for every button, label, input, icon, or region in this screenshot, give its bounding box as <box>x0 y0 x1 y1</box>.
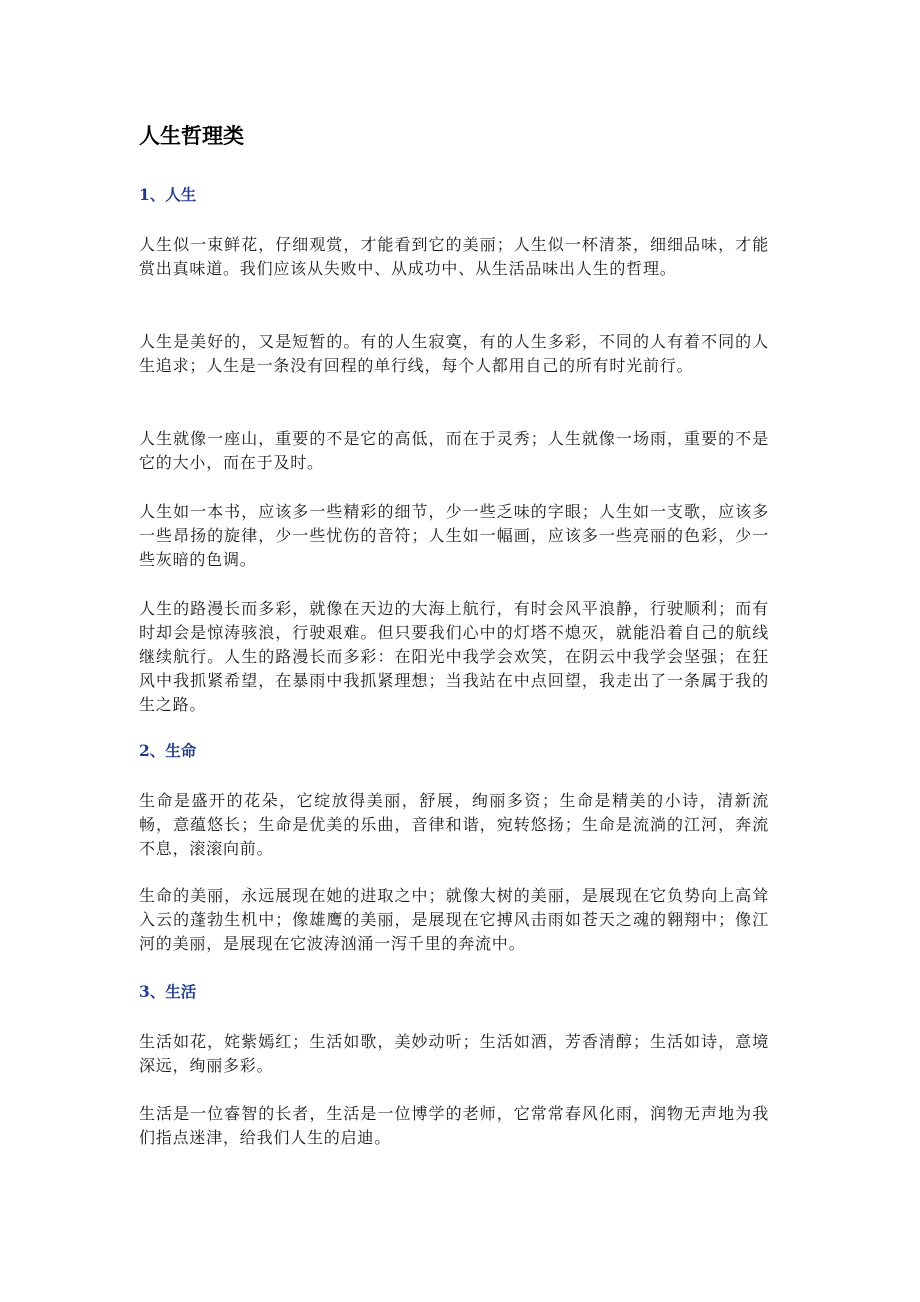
paragraph: 生活如花，姹紫嫣红；生活如歌，美妙动听；生活如酒，芳香清醇；生活如诗，意境深远，绚丽多彩。 <box>139 1032 769 1075</box>
paragraph: 人生就像一座山，重要的不是它的高低，而在于灵秀；人生就像一场雨，重要的不是它的大小，而在于及时。 <box>139 429 769 472</box>
section-heading-living: 3、生活 <box>139 982 197 1001</box>
paragraph: 人生如一本书，应该多一些精彩的细节，少一些乏味的字眼；人生如一支歌，应该多一些昂扬的旋律，少一些忧伤的音符；人生如一幅画，应该多一些亮丽的色彩，少一些灰暗的色调。 <box>139 502 769 569</box>
paragraph: 人生的路漫长而多彩，就像在天边的大海上航行，有时会风平浪静，行驶顺利；而有时却会是惊涛骇浪，行驶艰难。但只要我们心中的灯塔不熄灭，就能沿着自己的航线继续航行。人生的路漫长而多彩：在阳光中我学会欢笑，在阴云中我学会坚强；在狂风中我抓紧希望，在暴雨中我抓紧理想；当我站在中点回望，我走出了一条属于我的生之路。 <box>139 599 769 714</box>
document-title: 人生哲理类 <box>139 124 244 148</box>
paragraph: 生命的美丽，永远展现在她的进取之中；就像大树的美丽，是展现在它负势向上高耸入云的蓬勃生机中；像雄鹰的美丽，是展现在它搏风击雨如苍天之魂的翱翔中；像江河的美丽，是展现在它波涛汹涌一泻千里的奔流中。 <box>139 886 769 953</box>
paragraph: 生活是一位睿智的长者，生活是一位博学的老师，它常常春风化雨，润物无声地为我们指点迷津，给我们人生的启迪。 <box>139 1104 769 1147</box>
section-heading-vitality: 2、生命 <box>139 741 197 760</box>
section-heading-life: 1、人生 <box>139 185 197 204</box>
paragraph: 人生似一束鲜花，仔细观赏，才能看到它的美丽；人生似一杯清茶，细细品味，才能赏出真味道。我们应该从失败中、从成功中、从生活品味出人生的哲理。 <box>139 235 769 278</box>
paragraph: 人生是美好的，又是短暂的。有的人生寂寞，有的人生多彩，不同的人有着不同的人生追求；人生是一条没有回程的单行线，每个人都用自己的所有时光前行。 <box>139 332 769 375</box>
paragraph: 生命是盛开的花朵，它绽放得美丽，舒展，绚丽多资；生命是精美的小诗，清新流畅，意蕴悠长；生命是优美的乐曲，音律和谐，宛转悠扬；生命是流淌的江河，奔流不息，滚滚向前。 <box>139 791 769 858</box>
